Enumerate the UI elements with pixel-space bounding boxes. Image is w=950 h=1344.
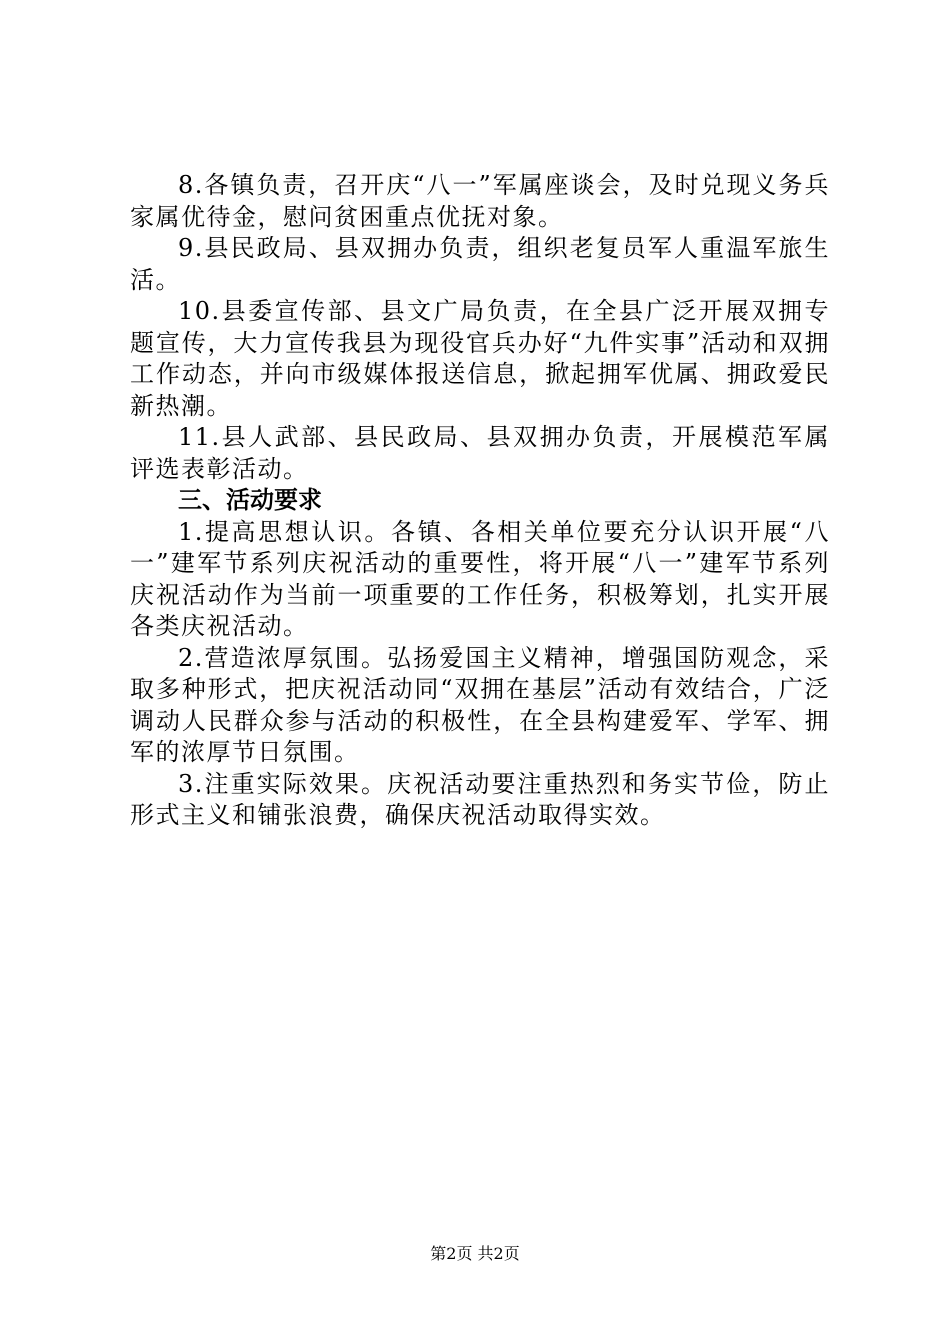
section-heading: 三、活动要求 (178, 486, 322, 514)
requirement-item-1: 1.提高思想认识。各镇、各相关单位要充分认识开展“八一”建军节系列庆祝活动的重要性，将开展“八一”建军节系列庆祝活动作为当前一项重要的工作任务，积极筹划，扎实开展各类庆祝活动。 (130, 517, 830, 640)
page-footer (0, 1244, 950, 1264)
paragraph-item-9: 9.县民政局、县双拥办负责，组织老复员军人重温军旅生活。 (130, 234, 830, 294)
page-number: 第2页 共2页 (430, 1244, 520, 1263)
document-body (130, 170, 830, 832)
requirement-item-2: 2.营造浓厚氛围。弘扬爱国主义精神，增强国防观念，采取多种形式，把庆祝活动同“双拥在基层”活动有效结合，广泛调动人民群众参与活动的积极性，在全县构建爱军、学军、拥军的浓厚节日氛围。 (130, 643, 830, 766)
paragraph-item-11: 11.县人武部、县民政局、县双拥办负责，开展模范军属评选表彰活动。 (130, 423, 830, 483)
paragraph-item-10: 10.县委宣传部、县文广局负责，在全县广泛开展双拥专题宣传，大力宣传我县为现役官兵办好“九件实事”活动和双拥工作动态，并向市级媒体报送信息，掀起拥军优属、拥政爱民新热潮。 (130, 297, 830, 420)
paragraph-item-8: 8.各镇负责，召开庆“八一”军属座谈会，及时兑现义务兵家属优待金，慰问贫困重点优抚对象。 (130, 171, 830, 231)
requirement-item-3: 3.注重实际效果。庆祝活动要注重热烈和务实节俭，防止形式主义和铺张浪费，确保庆祝活动取得实效。 (130, 769, 830, 829)
